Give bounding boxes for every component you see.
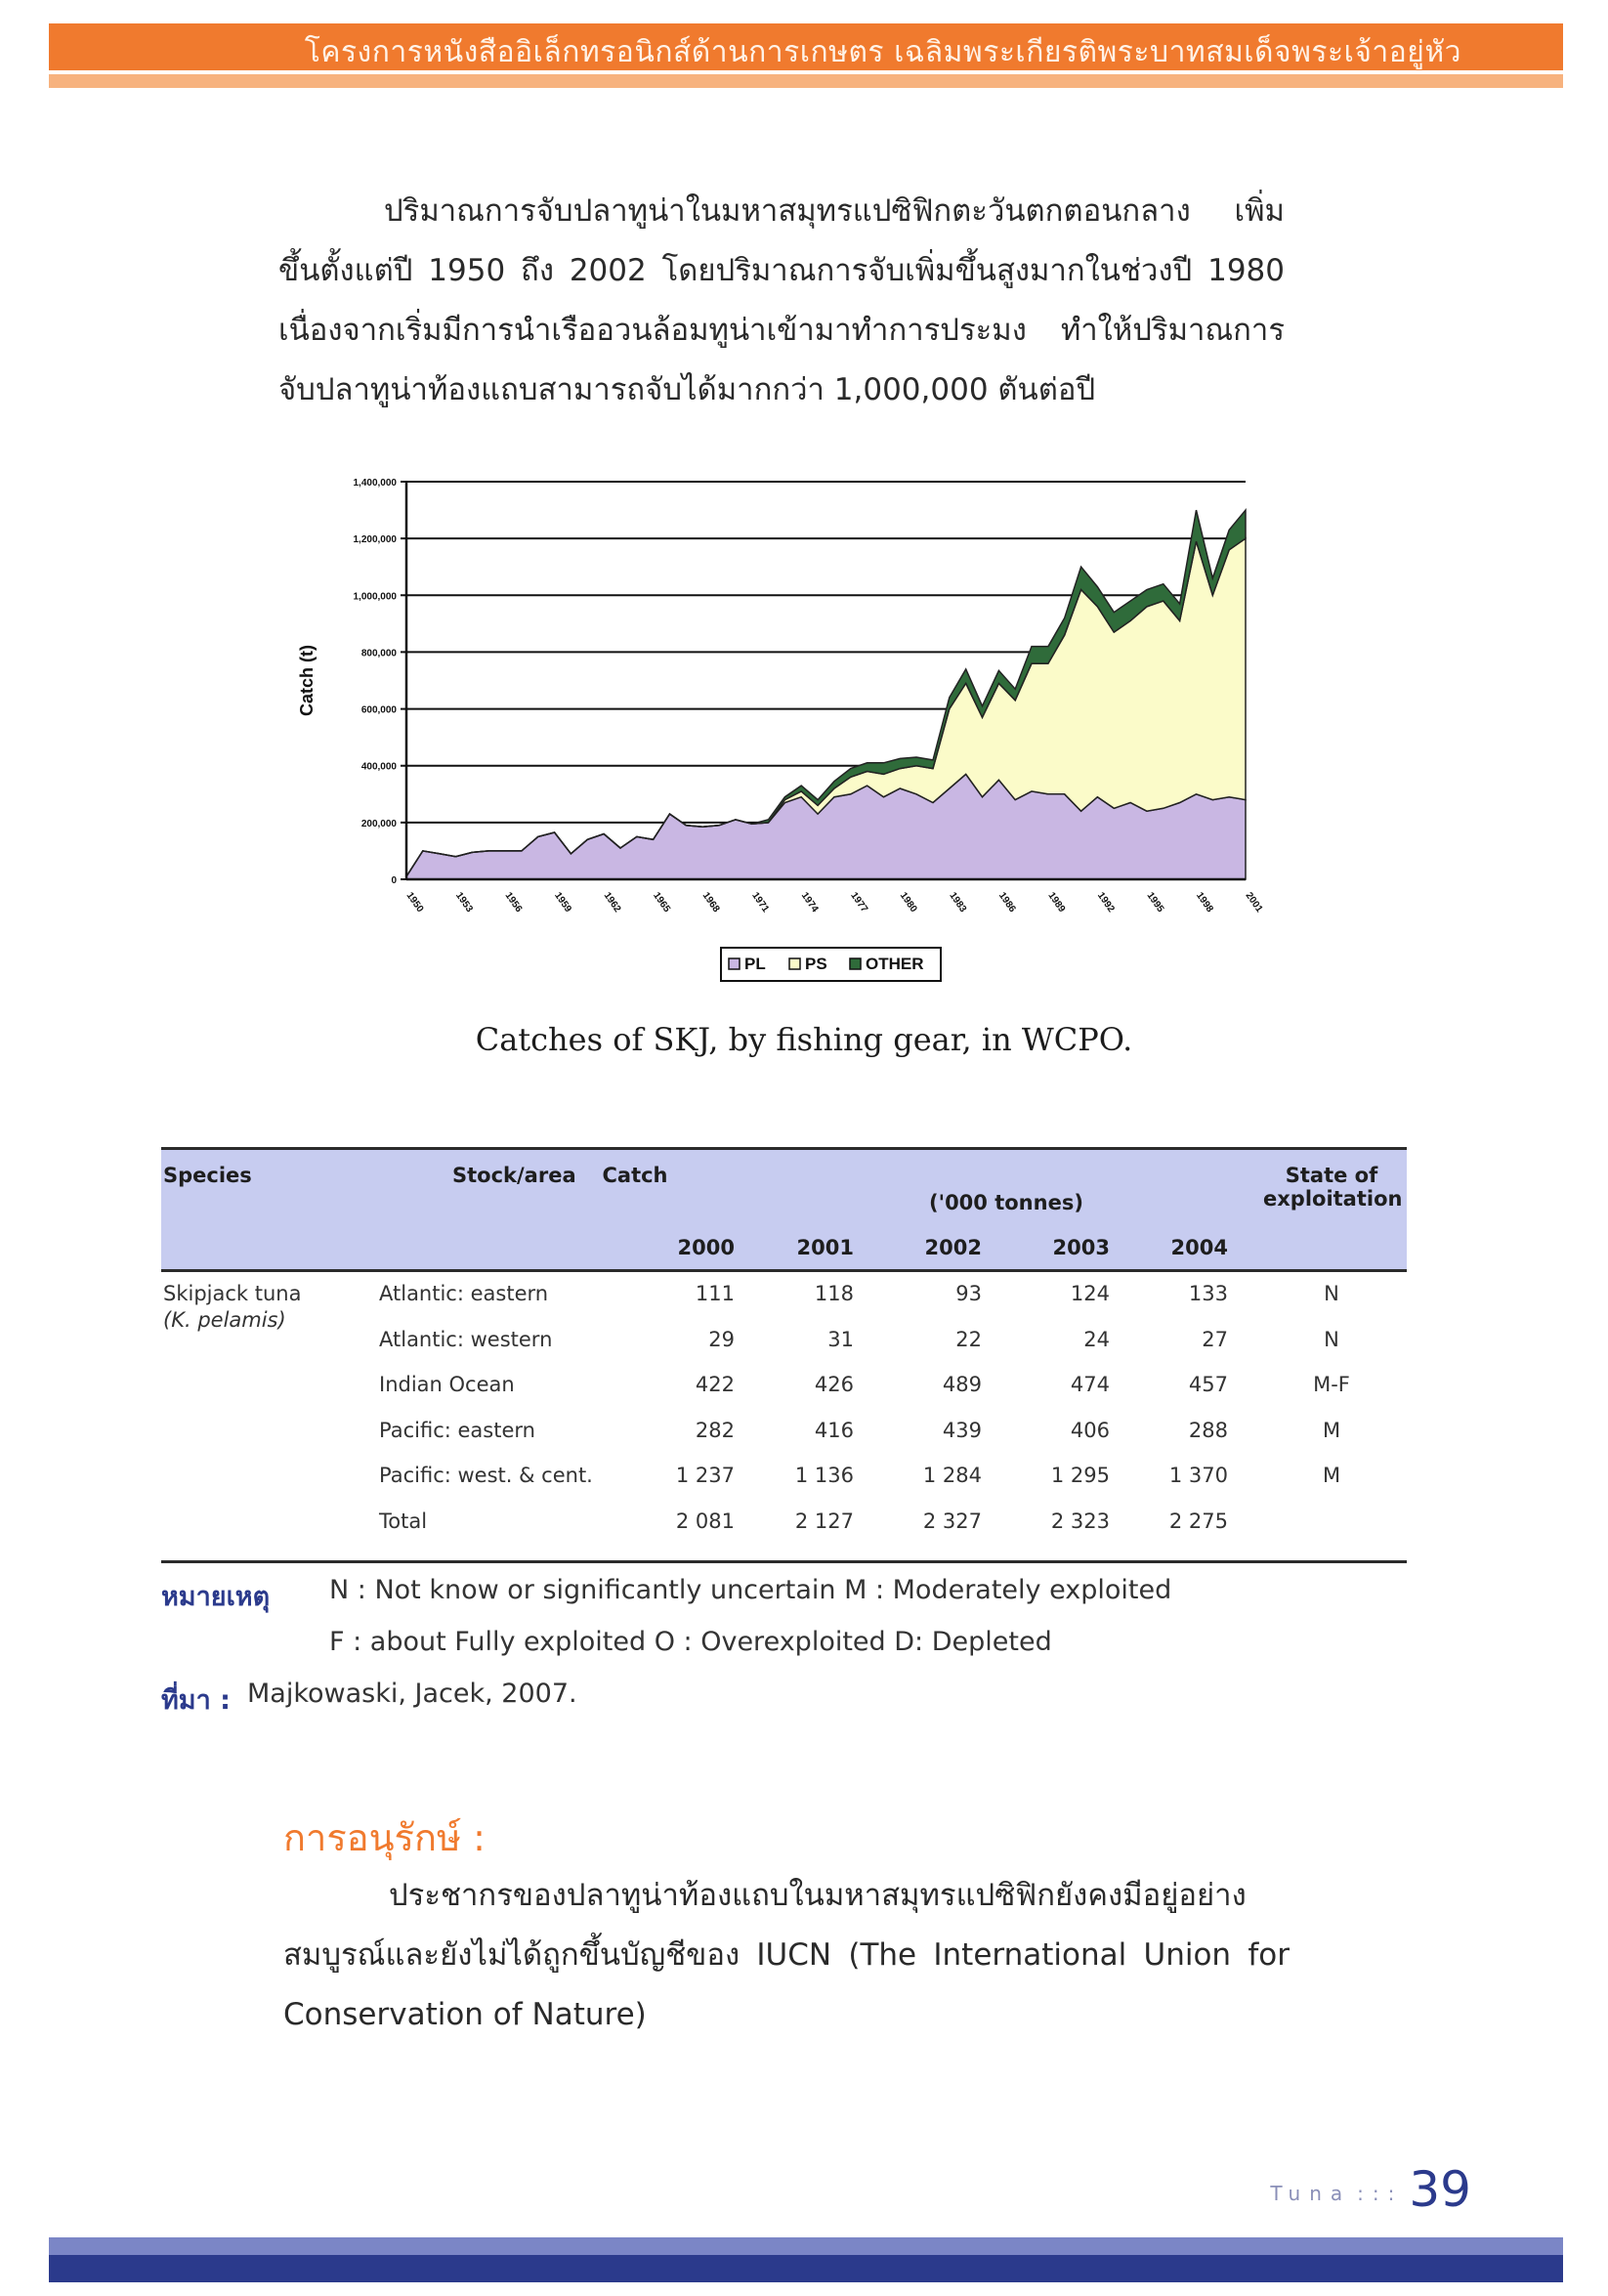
x-tick-label: 1968	[699, 890, 722, 914]
footer-book-name: Tuna	[1270, 2181, 1352, 2205]
x-tick-label: 1950	[403, 890, 426, 914]
source-label: ที่มา :	[161, 1685, 231, 1716]
y-tick-label: 1,400,000	[353, 478, 397, 489]
header-catch-unit: ('000 tonnes)	[929, 1191, 1083, 1214]
x-tick-label: 1980	[897, 890, 919, 914]
table-cell-value: 422	[695, 1373, 735, 1396]
x-tick-label: 1992	[1094, 890, 1117, 914]
table-cell-value: 93	[955, 1282, 982, 1305]
x-tick-label: 1977	[848, 890, 870, 914]
table-cell-area: Indian Ocean	[379, 1373, 515, 1396]
section-title-conservation: การอนุรักษ์ :	[283, 1816, 486, 1859]
x-tick-label: 1986	[995, 890, 1018, 914]
footer-separator: :::	[1357, 2181, 1404, 2205]
table-cell-area: Atlantic: eastern	[379, 1282, 549, 1305]
x-tick-label: 1998	[1194, 890, 1215, 914]
species-latin: (K. pelamis)	[163, 1308, 286, 1332]
x-tick-label: 1962	[601, 890, 623, 914]
table-cell-value: 1 370	[1168, 1464, 1228, 1487]
y-tick-label: 400,000	[360, 761, 397, 773]
y-axis-label: Catch (t)	[297, 645, 317, 716]
conservation-paragraph: ประชากรของปลาทูน่าท้องแถบในมหาสมุทรแปซิฟิกยังคงมีอยู่อย่างสมบูรณ์และยังไม่ได้ถูกขึ้นบัญชีของ IUCN (The International Union for Conservation of Nature)	[283, 1878, 1290, 2032]
table-cell-area: Pacific: west. & cent.	[379, 1464, 593, 1487]
footer-page-marker	[1270, 2161, 1471, 2218]
table-cell-value: 2 323	[1050, 1509, 1110, 1533]
x-tick-label: 1983	[947, 890, 969, 914]
table-cell-state: M-F	[1313, 1373, 1350, 1396]
page-number: 39	[1409, 2161, 1471, 2218]
table-cell-value: 288	[1188, 1418, 1228, 1442]
notes-label: หมายเหตุ	[161, 1582, 271, 1612]
table-cell-state: N	[1324, 1282, 1339, 1305]
x-tick-label: 1971	[749, 890, 772, 914]
table-cell-value: 416	[814, 1418, 854, 1442]
legend-label: PS	[805, 955, 827, 973]
table-cell-value: 426	[814, 1373, 854, 1396]
header-species: Species	[163, 1164, 252, 1187]
table-cell-value: 29	[708, 1327, 735, 1351]
table-cell-area: Pacific: eastern	[379, 1418, 535, 1442]
y-tick-label: 0	[391, 875, 397, 886]
legend-swatch	[789, 958, 800, 969]
header-year: 2001	[796, 1236, 854, 1259]
table-cell-value: 111	[695, 1282, 735, 1305]
header-stock: Stock/area	[452, 1164, 576, 1187]
legend-label: PL	[744, 955, 766, 973]
catch-area-chart	[274, 464, 1290, 1001]
y-tick-label: 1,200,000	[353, 534, 397, 546]
header-year: 2000	[677, 1236, 735, 1259]
table-cell-value: 133	[1188, 1282, 1228, 1305]
notes-line-2: F : about Fully exploited O : Overexploited D: Depleted	[329, 1627, 1052, 1657]
source-text: Majkowaski, Jacek, 2007.	[247, 1679, 577, 1709]
notes-line-1: N : Not know or significantly uncertain M : Moderately exploited	[329, 1575, 1172, 1605]
header-year: 2002	[924, 1236, 982, 1259]
table-cell-value: 118	[814, 1282, 854, 1305]
header-title: โครงการหนังสืออิเล็กทรอนิกส์ด้านการเกษตร เฉลิมพระเกียรติพระบาทสมเด็จพระเจ้าอยู่หัว	[304, 35, 1461, 69]
table-cell-state: M	[1322, 1464, 1341, 1487]
intro-paragraph: ปริมาณการจับปลาทูน่าในมหาสมุทรแปซิฟิกตะวันตกตอนกลาง เพิ่มขึ้นตั้งแต่ปี 1950 ถึง 2002 โดยปริมาณการจับเพิ่มขึ้นสูงมากในช่วงปี 1980 เนื่องจากเริ่มมีการนำเรืออวนล้อมทูน่าเข้ามาทำการประมง ทำให้ปริมาณการจับปลาทูน่าท้องแถบสามารถจับได้มากกว่า 1,000,000 ตันต่อปี	[278, 193, 1285, 407]
species-name: Skipjack tuna	[163, 1282, 302, 1305]
x-tick-label: 1974	[798, 890, 821, 914]
table-cell-value: 1 237	[675, 1464, 735, 1487]
header-year: 2003	[1052, 1236, 1110, 1259]
footer-bar-light	[49, 2237, 1563, 2255]
header-state: State of exploitation	[1263, 1164, 1403, 1211]
header-year: 2004	[1170, 1236, 1228, 1259]
x-tick-label: 2001	[1243, 890, 1265, 914]
table-cell-value: 489	[942, 1373, 982, 1396]
y-tick-label: 800,000	[360, 648, 397, 659]
x-tick-label: 1965	[651, 890, 672, 914]
y-tick-label: 200,000	[360, 818, 397, 829]
table-cell-state: M	[1322, 1418, 1341, 1442]
x-tick-label: 1959	[552, 890, 573, 914]
table-cell-state: N	[1324, 1327, 1339, 1351]
table-cell-value: 27	[1202, 1327, 1228, 1351]
table-bottom-rule	[161, 1560, 1407, 1563]
table-cell-value: 124	[1070, 1282, 1110, 1305]
x-tick-label: 1989	[1045, 890, 1068, 914]
catch-table	[161, 1147, 1407, 1563]
footer-bar-dark	[49, 2255, 1563, 2282]
legend-label: OTHER	[866, 955, 924, 973]
table-cell-value: 2 275	[1168, 1509, 1228, 1533]
table-cell-value: 2 081	[675, 1509, 735, 1533]
table-cell-value: 24	[1083, 1327, 1110, 1351]
table-body	[161, 1272, 1407, 1560]
table-cell-area: Atlantic: western	[379, 1327, 553, 1351]
header-accent-line	[49, 74, 1563, 88]
x-tick-label: 1953	[453, 890, 475, 914]
legend-swatch	[729, 958, 740, 969]
table-cell-value: 2 327	[922, 1509, 982, 1533]
table-header	[161, 1150, 1407, 1269]
table-cell-value: 474	[1070, 1373, 1110, 1396]
chart-caption: Catches of SKJ, by fishing gear, in WCPO.	[475, 1021, 1133, 1058]
x-tick-label: 1995	[1144, 890, 1166, 914]
table-cell-value: 1 295	[1050, 1464, 1110, 1487]
table-cell-value: 439	[942, 1418, 982, 1442]
table-cell-value: 31	[827, 1327, 854, 1351]
table-cell-value: 457	[1188, 1373, 1228, 1396]
x-tick-label: 1956	[502, 890, 525, 914]
table-cell-value: 282	[695, 1418, 735, 1442]
y-tick-label: 1,000,000	[353, 591, 397, 603]
table-cell-value: 2 127	[794, 1509, 854, 1533]
table-cell-value: 406	[1070, 1418, 1110, 1442]
legend-swatch	[850, 958, 861, 969]
table-cell-value: 1 284	[922, 1464, 982, 1487]
y-tick-label: 600,000	[360, 704, 397, 716]
header-catch: Catch	[602, 1164, 668, 1187]
table-cell-area: Total	[379, 1509, 428, 1533]
table-cell-value: 22	[955, 1327, 982, 1351]
table-cell-value: 1 136	[794, 1464, 854, 1487]
